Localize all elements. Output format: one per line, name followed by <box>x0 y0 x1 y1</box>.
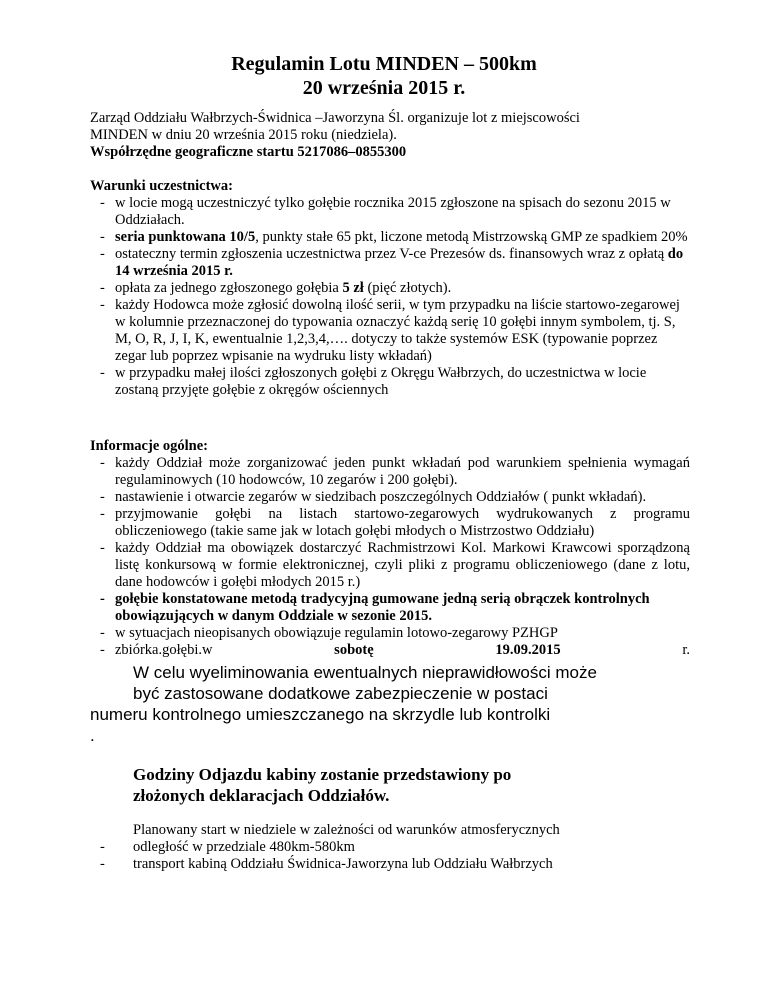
informacje-item: - nastawienie i otwarcie zegarów w siedzibach poszczególnych Oddziałów ( punkt wkładań). <box>90 489 690 506</box>
informacje-heading: Informacje ogólne: <box>90 438 208 454</box>
warunki-item: - ostateczny termin zgłoszenia uczestnictwa przez V-ce Prezesów ds. finansowych wraz z opłatą do 14 września 2015 r. <box>90 246 690 280</box>
zbiorka-row: - zbiórka.gołębi.w sobotę 19.09.2015 r. <box>115 642 690 658</box>
note-line-1: W celu wyeliminowania ewentualnych nieprawidłowości może <box>133 663 597 682</box>
document-title: Regulamin Lotu MINDEN – 500km <box>231 53 537 75</box>
informacje-list <box>90 455 690 659</box>
warunki-heading: Warunki uczestnictwa: <box>90 178 233 194</box>
warunki-item: - każdy Hodowca może zgłosić dowolną ilość serii, w tym przypadku na liście startowo-zegarowej w kolumnie przeznaczonej do typowania oznaczyć każdą serię 10 gołębi innym symbolem, tj. S, M, O, R, J, I, K, ewentualnie 1,2,3,4,…. dotyczy to także systemów ESK (typowanie poprzez zegar lub poprzez wpisanie na wydruku listy wkładań) <box>90 297 690 365</box>
warunki-item: - seria punktowana 10/5, punkty stałe 65 pkt, liczone metodą Mistrzowską GMP ze spadkiem 20% <box>90 229 690 246</box>
start-item: - transport kabiną Oddziału Świdnica-Jaworzyna lub Oddziału Wałbrzych <box>90 856 690 873</box>
godziny-line-1: Godziny Odjazdu kabiny zostanie przedstawiony po <box>133 765 512 784</box>
note-line-4: . <box>90 726 95 745</box>
intro-line-2: MINDEN w dniu 20 września 2015 roku (niedziela). <box>90 127 397 143</box>
note-line-3: numeru kontrolnego umieszczanego na skrzydle lub kontrolki <box>90 705 551 724</box>
start-list <box>90 839 690 873</box>
warunki-item: - opłata za jednego zgłoszonego gołębia 5 zł (pięć złotych). <box>90 280 690 297</box>
informacje-item: - w sytuacjach nieopisanych obowiązuje regulamin lotowo-zegarowy PZHGP <box>90 625 690 642</box>
start-item: - odległość w przedziale 480km-580km <box>90 839 690 856</box>
godziny-line-2: złożonych deklaracjach Oddziałów. <box>133 786 390 805</box>
informacje-item: - przyjmowanie gołębi na listach startowo-zegarowych wydrukowanych z programu obliczeniowego (takie same jak w lotach gołębi młodych o Mistrzostwo Oddziału) <box>90 506 690 540</box>
warunki-item: - w przypadku małej ilości zgłoszonych gołębi z Okręgu Wałbrzych, do uczestnictwa w locie zostaną przyjęte gołębie z okręgów ościennych <box>90 365 690 399</box>
informacje-item: - każdy Oddział ma obowiązek dostarczyć Rachmistrzowi Kol. Markowi Krawcowi sporządzoną listę konkursową w formie elektronicznej, czyli pliki z programu obliczeniowego (dane z lotu, dane hodowców i gołębi młodych 2015 r.) <box>90 540 690 591</box>
start-coordinates: Współrzędne geograficzne startu 5217086–0855300 <box>90 144 407 160</box>
note-line-2: być zastosowane dodatkowe zabezpieczenie w postaci <box>133 684 548 703</box>
warunki-list <box>90 195 690 399</box>
informacje-item: - każdy Oddział może zorganizować jeden punkt wkładań pod warunkiem spełnienia wymagań regulaminowych (10 hodowców, 10 zegarów i 200 gołębi). <box>90 455 690 489</box>
intro-line-1: Zarząd Oddziału Wałbrzych-Świdnica –Jaworzyna Śl. organizuje lot z miejscowości <box>90 110 580 126</box>
warunki-item: - w locie mogą uczestniczyć tylko gołębie rocznika 2015 zgłoszone na spisach do sezonu 2015 w Oddziałach. <box>90 195 690 229</box>
informacje-item <box>90 642 690 659</box>
start-intro: Planowany start w niedziele w zależności od warunków atmosferycznych <box>133 822 560 838</box>
informacje-item: - gołębie konstatowane metodą tradycyjną gumowane jedną serią obrączek kontrolnych obowiązujących w danym Oddziale w sezonie 2015. <box>90 591 690 625</box>
document-date: 20 września 2015 r. <box>302 77 466 99</box>
